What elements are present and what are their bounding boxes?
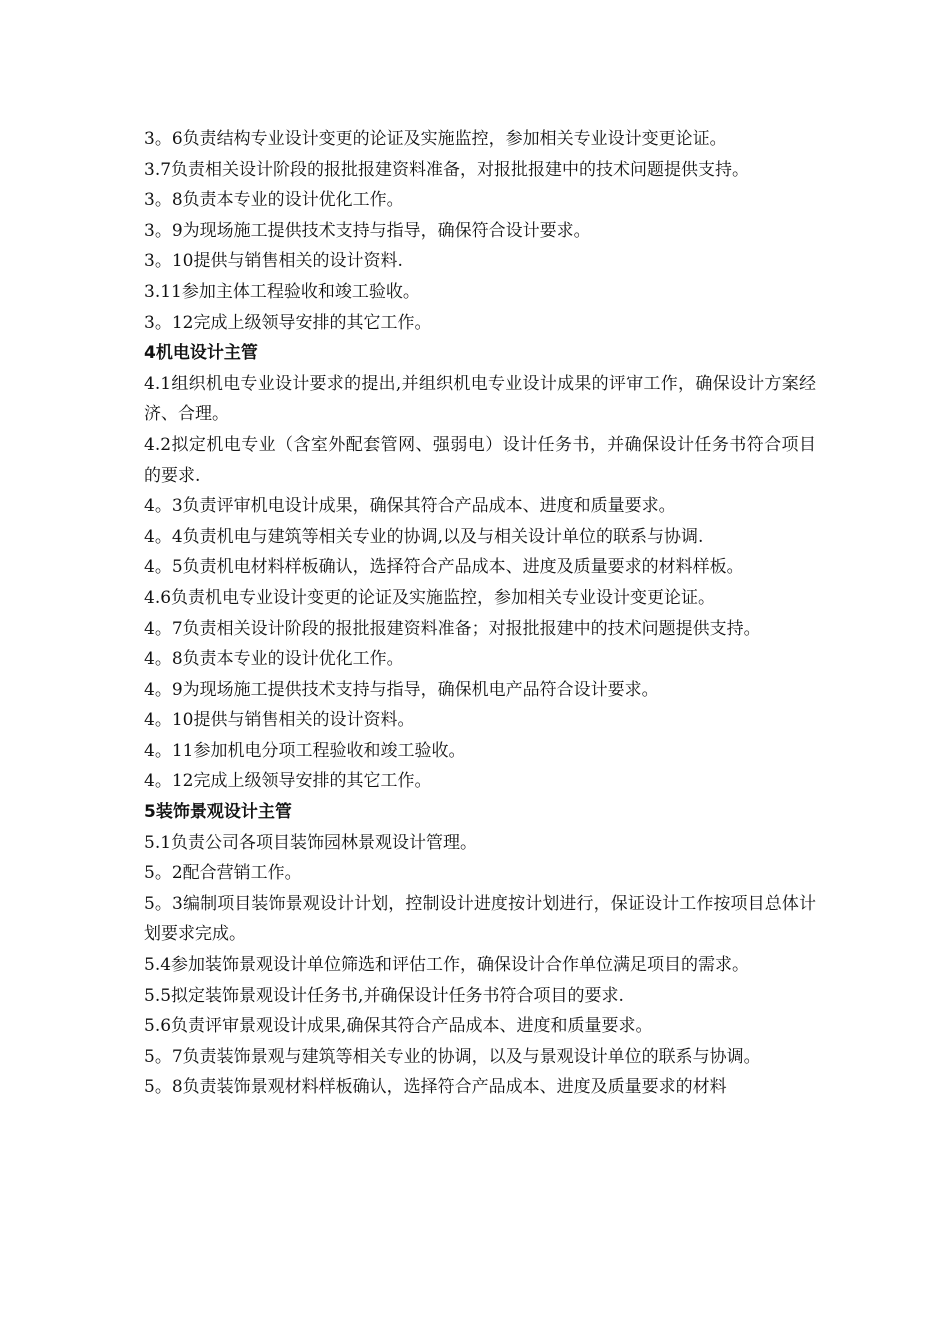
paragraph-4-11: 4。11参加机电分项工程验收和竣工验收。 [144, 740, 466, 761]
section-heading-5: 5装饰景观设计主管 [144, 802, 292, 823]
paragraph-5-2: 5。2配合营销工作。 [144, 863, 302, 884]
paragraph-4-10: 4。10提供与销售相关的设计资料。 [144, 710, 415, 731]
paragraph-4-3: 4。3负责评审机电设计成果，确保其符合产品成本、进度和质量要求。 [144, 496, 676, 517]
paragraph-4-2: 4.2拟定机电专业（含室外配套管网、强弱电）设计任务书，并确保设计任务书符合项目的要求. [144, 434, 816, 486]
document-page [144, 124, 816, 1103]
paragraph-5-1: 5.1负责公司各项目装饰园林景观设计管理。 [144, 832, 478, 853]
section-heading-4: 4机电设计主管 [144, 343, 258, 364]
paragraph-3-11: 3.11参加主体工程验收和竣工验收。 [144, 281, 420, 302]
paragraph-5-3: 5。3编制项目装饰景观设计计划，控制设计进度按计划进行，保证设计工作按项目总体计划要求完成。 [144, 893, 816, 945]
paragraph-4-12: 4。12完成上级领导安排的其它工作。 [144, 771, 432, 792]
paragraph-4-8: 4。8负责本专业的设计优化工作。 [144, 649, 404, 670]
paragraph-4-5: 4。5负责机电材料样板确认，选择符合产品成本、进度及质量要求的材料样板。 [144, 557, 744, 578]
paragraph-5-7: 5。7负责装饰景观与建筑等相关专业的协调，以及与景观设计单位的联系与协调。 [144, 1046, 761, 1067]
paragraph-3-6: 3。6负责结构专业设计变更的论证及实施监控，参加相关专业设计变更论证。 [144, 129, 727, 149]
paragraph-5-4: 5.4参加装饰景观设计单位筛选和评估工作，确保设计合作单位满足项目的需求。 [144, 955, 750, 976]
paragraph-5-6: 5.6负责评审景观设计成果,确保其符合产品成本、进度和质量要求。 [144, 1016, 653, 1037]
paragraph-5-8: 5。8负责装饰景观材料样板确认，选择符合产品成本、进度及质量要求的材料 [144, 1077, 727, 1098]
paragraph-4-6: 4.6负责机电专业设计变更的论证及实施监控，参加相关专业设计变更论证。 [144, 587, 716, 608]
paragraph-4-7: 4。7负责相关设计阶段的报批报建资料准备；对报批报建中的技术问题提供支持。 [144, 618, 761, 639]
paragraph-4-4: 4。4负责机电与建筑等相关专业的协调,以及与相关设计单位的联系与协调. [144, 526, 704, 547]
paragraph-4-1: 4.1组织机电专业设计要求的提出,并组织机电专业设计成果的评审工作，确保设计方案经济、合理。 [144, 373, 816, 425]
paragraph-3-7: 3.7负责相关设计阶段的报批报建资料准备，对报批报建中的技术问题提供支持。 [144, 159, 750, 180]
paragraph-3-9: 3。9为现场施工提供技术支持与指导，确保符合设计要求。 [144, 220, 591, 241]
paragraph-3-8: 3。8负责本专业的设计优化工作。 [144, 190, 404, 211]
paragraph-3-10: 3。10提供与销售相关的设计资料. [144, 251, 403, 272]
paragraph-3-12: 3。12完成上级领导安排的其它工作。 [144, 312, 432, 333]
paragraph-5-5: 5.5拟定装饰景观设计任务书,并确保设计任务书符合项目的要求. [144, 985, 624, 1006]
paragraph-4-9: 4。9为现场施工提供技术支持与指导，确保机电产品符合设计要求。 [144, 679, 659, 700]
